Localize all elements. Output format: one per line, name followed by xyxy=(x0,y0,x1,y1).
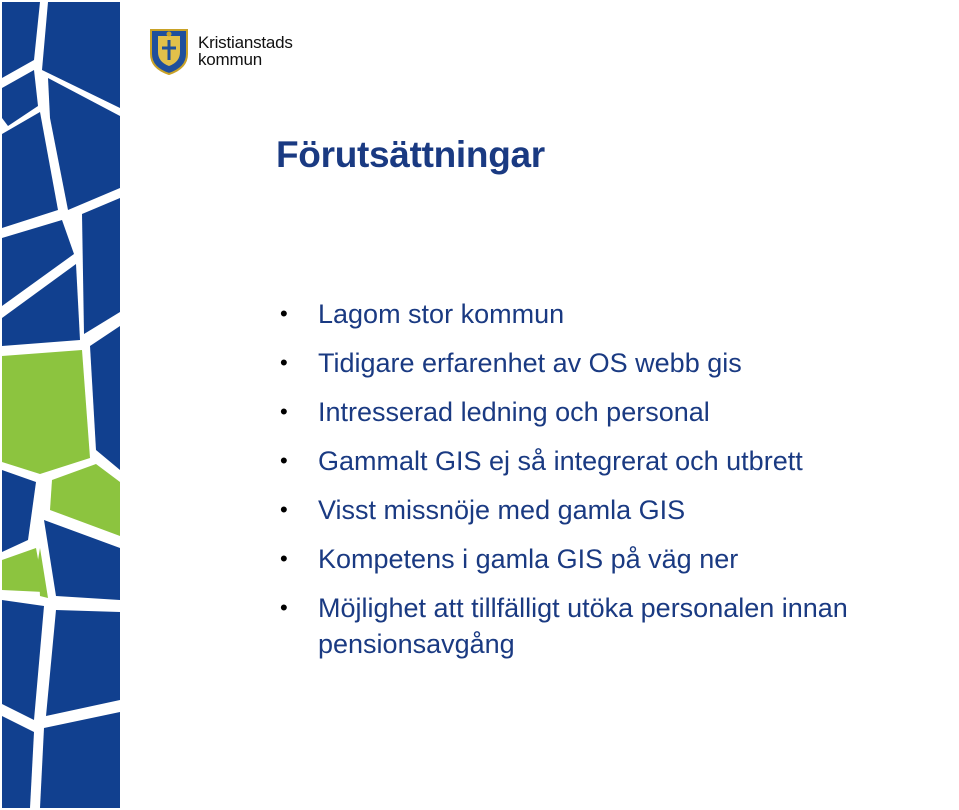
city-crest-icon xyxy=(148,26,190,76)
bullet-text: Intresserad ledning och personal xyxy=(318,397,710,427)
mosaic-tile xyxy=(2,716,34,808)
list-item xyxy=(276,590,956,662)
logo-line-1: Kristianstads xyxy=(198,33,293,52)
list-item xyxy=(276,345,956,381)
list-item xyxy=(276,492,956,528)
bullet-list xyxy=(276,296,956,675)
list-item xyxy=(276,541,956,577)
mosaic-tile xyxy=(82,198,120,334)
list-item xyxy=(276,296,956,332)
mosaic-tile xyxy=(40,712,120,808)
bullet-icon: • xyxy=(280,546,288,571)
bullet-text: Möjlighet att tillfälligt utöka personalen innan pensionsavgång xyxy=(318,593,848,659)
bullet-text: Visst missnöje med gamla GIS xyxy=(318,495,686,525)
bullet-icon: • xyxy=(280,497,288,522)
list-item xyxy=(276,443,956,479)
mosaic-tile xyxy=(2,350,90,474)
mosaic-decoration xyxy=(0,0,122,810)
bullet-icon: • xyxy=(280,448,288,473)
bullet-icon: • xyxy=(280,595,288,620)
bullet-text: Gammalt GIS ej så integrerat och utbrett xyxy=(318,446,803,476)
mosaic-tile xyxy=(46,610,120,716)
kristianstads-logo xyxy=(148,26,293,76)
bullet-icon: • xyxy=(280,350,288,375)
bullet-icon: • xyxy=(280,301,288,326)
logo-line-2: kommun xyxy=(198,50,262,69)
bullet-text: Lagom stor kommun xyxy=(318,299,565,329)
bullet-icon: • xyxy=(280,399,288,424)
page-title: Förutsättningar xyxy=(276,134,545,175)
bullet-text: Kompetens i gamla GIS på väg ner xyxy=(318,544,739,574)
bullet-text: Tidigare erfarenhet av OS webb gis xyxy=(318,348,742,378)
list-item xyxy=(276,394,956,430)
